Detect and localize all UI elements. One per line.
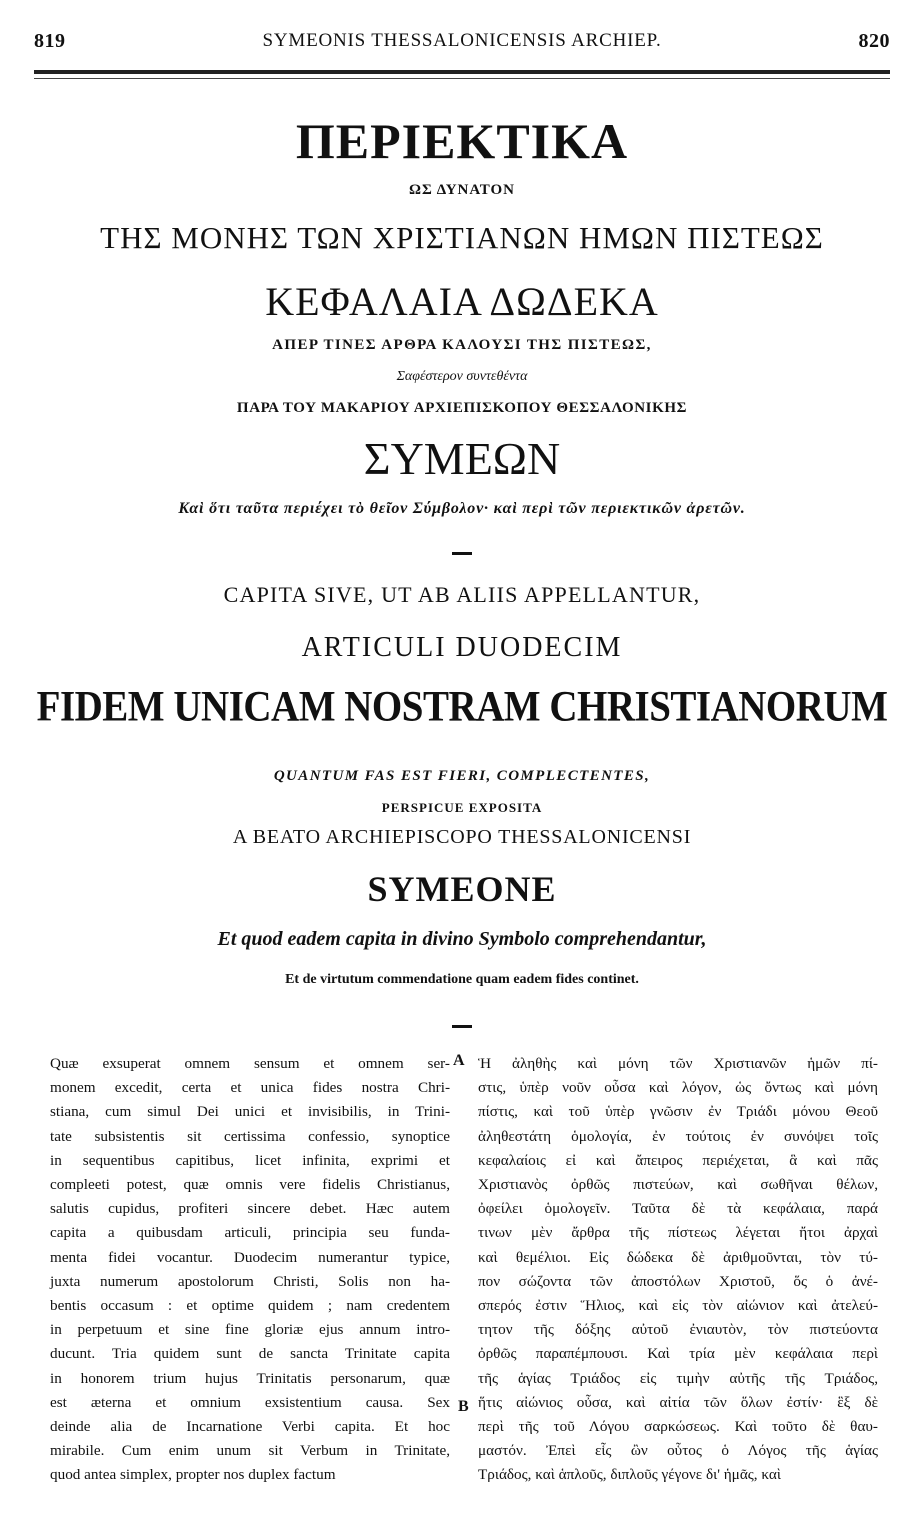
- latin-text-column: [50, 1052, 450, 1488]
- greek-line: περὶ τῆς τοῦ Λόγου σαρκώσεως. Καὶ τοῦτο δὲ θαυ-: [478, 1418, 878, 1436]
- latin-subtitle-2: ARTICULI DUODECIM: [301, 632, 623, 663]
- latin-line: capita a quibusdam articuli, principia seu funda-: [50, 1224, 450, 1242]
- greek-line: τητον τῆς δόξης αὐτοῦ ἐνιαυτὸν, τὸν πιστεύοντα: [478, 1321, 878, 1339]
- greek-subtitle-4: Σαφέστερον συντεθέντα: [396, 369, 528, 384]
- latin-author-name: SYMEONE: [367, 869, 557, 909]
- margin-marker-a: A: [453, 1052, 465, 1069]
- left-page-number: 819: [34, 30, 66, 52]
- latin-author-line: A BEATO ARCHIEPISCOPO THESSALONICENSI: [232, 826, 692, 848]
- latin-line: bentis occasum : et optime quidem ; nam credentem: [50, 1297, 450, 1315]
- latin-line: in sequentibus capitibus, licet infinita, exprimi et: [50, 1151, 450, 1169]
- latin-line: in perpetuum et sine fine gloriæ ejus annum intro-: [50, 1321, 450, 1339]
- latin-description-1: Et quod eadem capita in divino Symbolo comprehendantur,: [217, 928, 707, 950]
- greek-line: καὶ θεμέλιοι. Εἰς δώδεκα δὲ ἀριθμοῦνται, τὸν τύ-: [478, 1248, 878, 1266]
- latin-line: ducunt. Tria quidem sunt de sancta Trinitate capita: [50, 1345, 450, 1363]
- greek-subtitle-1: ΩΣ ΔΥΝΑΤΟΝ: [409, 182, 515, 198]
- greek-line: σπερός ἐστιν Ἥλιος, καὶ εἰς τὸν αἰώνιον καὶ ἀτελεύ-: [478, 1297, 878, 1315]
- latin-subtitle-3: QUANTUM FAS EST FIERI, COMPLECTENTES,: [273, 768, 651, 784]
- running-title: SYMEONIS THESSALONICENSIS ARCHIEP.: [262, 30, 662, 51]
- latin-line: monem excedit, certa et unica fides nostra Chri-: [50, 1079, 450, 1097]
- greek-line: τινων μὲν ἄρθρα τῆς πίστεως λέγεται ἤτοι ἀρχαὶ: [478, 1224, 878, 1242]
- greek-line: Χριστιανὸς ὀρθῶς πιστεύων, καὶ σωθῆναι θέλων,: [478, 1176, 878, 1194]
- right-page-number: 820: [858, 30, 890, 52]
- latin-subtitle-1: CAPITA SIVE, UT AB ALIIS APPELLANTUR,: [223, 582, 701, 607]
- greek-line: στις, ὑπὲρ νοῦν οὖσα καὶ λόγον, ὡς ὄντως καὶ μόνη: [478, 1079, 878, 1097]
- greek-line: πίστις, καὶ τοῦ ὑπὲρ γνῶσιν ἐν Τριάδι μόνου Θεοῦ: [478, 1103, 878, 1121]
- greek-line: ἥτις αἰώνιος οὖσα, καὶ αἰτία τῶν ὅλων ἐστίν· ἓξ δὲ: [478, 1393, 878, 1411]
- greek-subtitle-3: ΑΠΕΡ ΤΙΝΕΣ ΑΡΘΡΑ ΚΑΛΟΥΣΙ ΤΗΣ ΠΙΣΤΕΩΣ,: [272, 337, 652, 353]
- greek-line: μαστόν. Ἐπεὶ εἷς ὢν οὗτος ὁ Λόγος τῆς ἁγίας: [478, 1442, 878, 1460]
- section-dash-2: [452, 1025, 472, 1028]
- margin-marker-b: B: [458, 1398, 469, 1415]
- greek-description: Καὶ ὅτι ταῦτα περιέχει τὸ θεῖον Σύμβολον· καὶ περὶ τῶν περιεκτικῶν ἀρετῶν.: [178, 500, 746, 517]
- greek-line: τῆς ἁγίας Τριάδος εἰς τιμὴν αὐτῆς τῆς Τριάδος,: [478, 1369, 878, 1387]
- greek-line: ἀληθεστάτη ὁμολογία, ἐν τούτοις ἐν συνόψει τοῖς: [478, 1127, 878, 1145]
- latin-line: stiana, cum simul Dei unici et invisibilis, in Trini-: [50, 1103, 450, 1121]
- greek-heading-chapters: ΚΕΦΑΛΑΙΑ ΔΩΔΕΚΑ: [265, 279, 659, 324]
- latin-main-title: FIDEM UNICAM NOSTRAM CHRISTIANORUM: [36, 682, 888, 731]
- latin-line: menta fidei vocantur. Duodecim numerantur typice,: [50, 1248, 450, 1266]
- latin-description-2: Et de virtutum commendatione quam eadem fides continet.: [285, 972, 639, 987]
- latin-line: in honorem trium hujus Trinitatis personarum, quæ: [50, 1369, 450, 1387]
- greek-author-line: ΠΑΡΑ ΤΟΥ ΜΑΚΑΡΙΟΥ ΑΡΧΙΕΠΙΣΚΟΠΟΥ ΘΕΣΣΑΛΟΝΙΚΗΣ: [236, 400, 688, 416]
- latin-line: salutis cupidus, profiteri sincere debet. Hæc autem: [50, 1200, 450, 1218]
- latin-line: est æterna et omnium exsistentium causa. Sex: [50, 1393, 450, 1411]
- latin-line: compleeti potest, quæ omnis vere fidelis Christianus,: [50, 1176, 450, 1194]
- header-rule-thin: [34, 78, 890, 79]
- latin-line: tate subsistentis sit certissima confessio, synoptice: [50, 1127, 450, 1145]
- latin-line: quod antea simplex, propter nos duplex factum: [50, 1466, 336, 1484]
- greek-line: Τριάδος, καὶ ἁπλοῦς, διπλοῦς γέγονε δι' ἡμᾶς, καὶ: [478, 1466, 781, 1484]
- greek-line: ὀρθῶς παραπέμπουσι. Καὶ τρία μὲν κεφάλαια περὶ: [478, 1345, 878, 1363]
- greek-main-title: ΠΕΡΙΕΚΤΙΚΑ: [295, 113, 629, 169]
- greek-line: Ἡ ἀληθὴς καὶ μόνη τῶν Χριστιανῶν ἡμῶν πί-: [478, 1055, 878, 1072]
- latin-subtitle-4: PERSPICUE EXPOSITA: [381, 800, 543, 815]
- greek-line: πον σώζοντα τῶν ἀποστόλων Χριστοῦ, ὅς ὁ ἀνέ-: [478, 1272, 878, 1290]
- greek-author-name: ΣΥΜΕΩΝ: [363, 433, 561, 484]
- latin-line: Quæ exsuperat omnem sensum et omnem ser-: [50, 1055, 450, 1072]
- greek-line: κεφαλαίοις εἰ καὶ ἄπειρος περιέχεται, ἃ καὶ πᾶς: [478, 1151, 878, 1169]
- section-dash-1: [452, 552, 472, 555]
- greek-subtitle-2: ΤΗΣ ΜΟΝΗΣ ΤΩΝ ΧΡΙΣΤΙΑΝΩΝ ΗΜΩΝ ΠΙΣΤΕΩΣ: [100, 220, 824, 255]
- running-head: [34, 30, 890, 62]
- latin-line: juxta numerum apostolorum Christi, Solis non ha-: [50, 1272, 450, 1290]
- latin-line: deinde alia de Incarnatione Verbi capita. Et hoc: [50, 1418, 450, 1436]
- header-rule-thick: [34, 70, 890, 74]
- latin-line: mirabile. Cum enim unum sit Verbum in Trinitate,: [50, 1442, 450, 1460]
- greek-line: ὀφείλει ὁμολογεῖν. Ταῦτα δὲ τὰ κεφάλαια, παρά: [478, 1200, 878, 1218]
- greek-text-column: [478, 1052, 878, 1488]
